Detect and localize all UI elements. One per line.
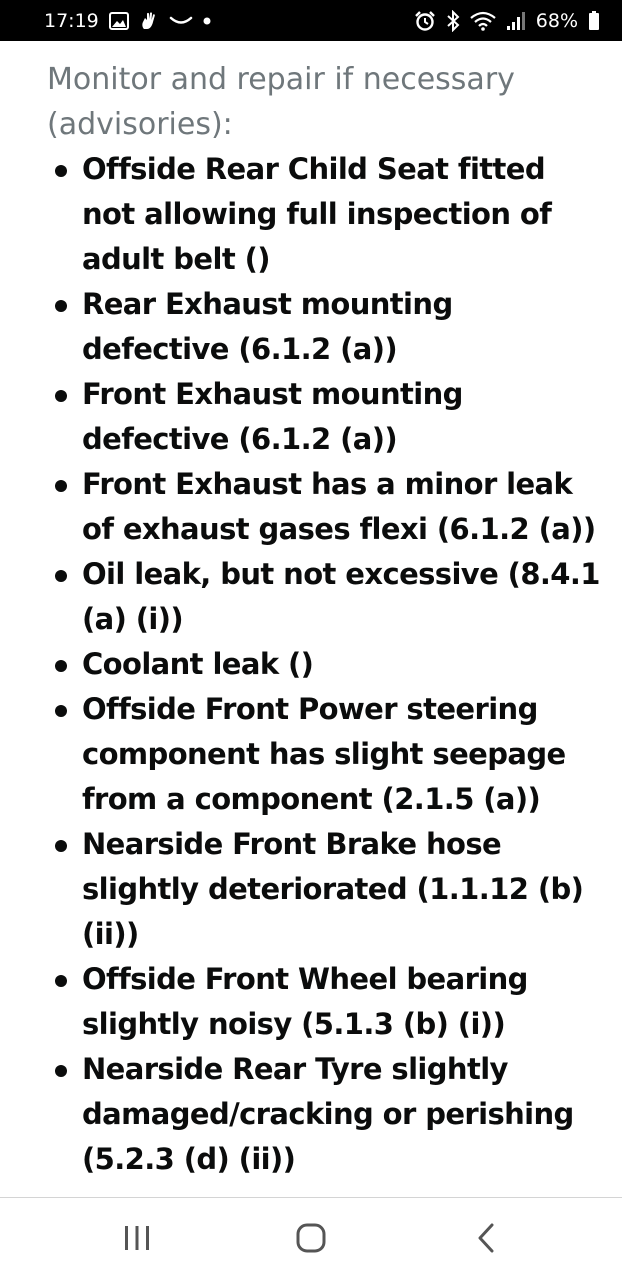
status-bar-left bbox=[44, 10, 211, 32]
recent-apps-button[interactable] bbox=[112, 1218, 162, 1258]
advisory-item: Rear Exhaust mounting defective (6.1.2 (a)) bbox=[47, 282, 602, 372]
advisory-item: Nearside Front Brake hose slightly deteriorated (1.1.12 (b) (ii)) bbox=[47, 822, 602, 957]
advisory-item: Coolant leak () bbox=[47, 642, 602, 687]
advisory-item: Offside Front Power steering component has slight seepage from a component (2.1.5 (a)) bbox=[47, 687, 602, 822]
signal-icon bbox=[506, 10, 526, 32]
advisories-section bbox=[0, 41, 622, 1197]
back-button[interactable] bbox=[461, 1218, 511, 1258]
status-time: 17:19 bbox=[44, 9, 99, 32]
gallery-icon bbox=[109, 10, 129, 32]
navigation-bar bbox=[0, 1198, 622, 1280]
recent-apps-icon bbox=[123, 1225, 151, 1251]
status-bar-right bbox=[414, 10, 600, 32]
hand-icon bbox=[139, 10, 159, 32]
dot-icon bbox=[203, 10, 211, 32]
advisory-item: Nearside Rear Tyre slightly damaged/cracking or perishing (5.2.3 (d) (ii)) bbox=[47, 1047, 602, 1182]
home-icon bbox=[296, 1223, 326, 1253]
advisories-list bbox=[47, 147, 602, 1182]
back-icon bbox=[476, 1223, 496, 1253]
wifi-icon bbox=[470, 10, 496, 32]
home-button[interactable] bbox=[286, 1218, 336, 1258]
advisory-item: Offside Rear Child Seat fitted not allowing full inspection of adult belt () bbox=[47, 147, 602, 282]
battery-icon bbox=[588, 10, 600, 32]
advisories-heading: Monitor and repair if necessary (advisories): bbox=[47, 62, 515, 142]
advisory-item: Front Exhaust mounting defective (6.1.2 (a)) bbox=[47, 372, 602, 462]
advisory-item: Offside Front Wheel bearing slightly noisy (5.1.3 (b) (i)) bbox=[47, 957, 602, 1047]
smile-icon bbox=[169, 10, 193, 32]
status-bar bbox=[0, 0, 622, 41]
battery-percent: 68% bbox=[535, 9, 578, 32]
bluetooth-icon bbox=[446, 10, 460, 32]
advisory-item: Oil leak, but not excessive (8.4.1 (a) (i)) bbox=[47, 552, 602, 642]
alarm-icon bbox=[414, 10, 436, 32]
advisory-item: Front Exhaust has a minor leak of exhaust gases flexi (6.1.2 (a)) bbox=[47, 462, 602, 552]
